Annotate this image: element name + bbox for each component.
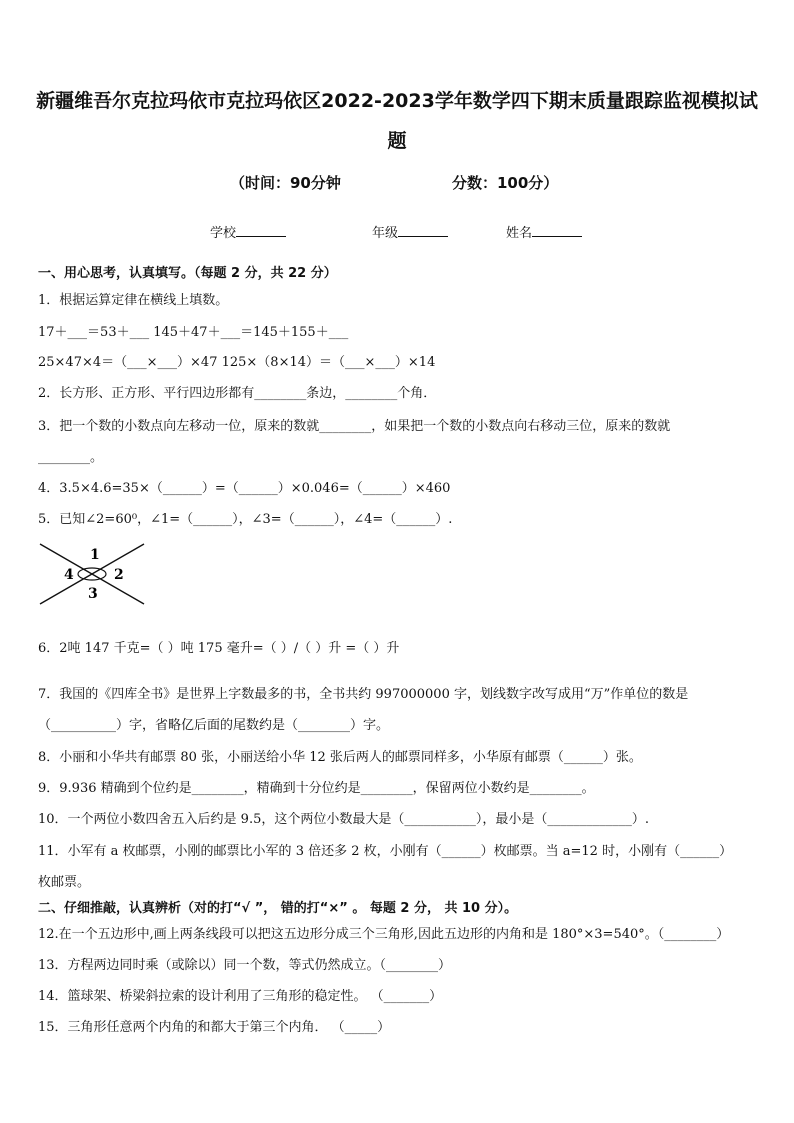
question-2[interactable]: 2．长方形、正方形、平行四边形都有________条边，________个角．	[38, 386, 437, 401]
angle-diagram	[36, 540, 148, 608]
question-13[interactable]: 13．方程两边同时乘（或除以）同一个数，等式仍然成立。（________）	[38, 958, 452, 973]
question-12[interactable]: 12.在一个五边形中,画上两条线段可以把这五边形分成三个三角形,因此五边形的内角和是 180°×3=540°。（________）	[38, 927, 730, 942]
question-9[interactable]: 9．9.936 精确到个位约是________，精确到十分位约是________，保留两位小数约是________。	[38, 781, 595, 796]
student-info-row	[0, 222, 794, 244]
question-3-cont[interactable]: ________。	[38, 450, 104, 465]
name-label: 姓名	[506, 226, 533, 241]
question-3[interactable]: 3．把一个数的小数点向左移动一位，原来的数就________，如果把一个数的小数点向右移动三位，原来的数就	[38, 419, 671, 434]
exam-title-line1: 新疆维吾尔克拉玛依市克拉玛依区2022-2023学年数学四下期末质量跟踪监视模拟试	[36, 90, 758, 112]
name-field[interactable]	[506, 222, 532, 241]
angle-label-3: 3	[88, 586, 98, 602]
score-label: 分数：100分）	[452, 174, 559, 192]
question-8[interactable]: 8．小丽和小华共有邮票 80 张，小丽送给小华 12 张后两人的邮票同样多，小华原有邮票（______）张。	[38, 750, 642, 765]
question-5[interactable]: 5．已知∠2=60⁰，∠1=（______），∠3=（______），∠4=（______）.	[38, 512, 453, 527]
time-score-row	[0, 168, 794, 196]
question-6[interactable]: 6．2吨 147 千克=（ ）吨 175 毫升=（ ）/（ ）升 =（ ）升	[38, 641, 400, 656]
exam-title-line2: 题	[387, 130, 407, 152]
grade-label: 年级	[372, 226, 399, 241]
name-blank[interactable]	[532, 222, 582, 237]
section-2-heading: 二、仔细推敲，认真辨析（对的打“√ ”， 错的打“×” 。 每题 2 分， 共 10 分）。	[38, 901, 518, 916]
school-blank[interactable]	[236, 222, 286, 237]
section-1-heading: 一、用心思考，认真填写。（每题 2 分，共 22 分）	[38, 266, 337, 281]
school-field[interactable]	[210, 222, 236, 241]
question-15[interactable]: 15．三角形任意两个内角的和都大于第三个内角． （_____）	[38, 1020, 391, 1035]
time-label: （时间：90分钟	[230, 174, 341, 192]
school-label: 学校	[210, 226, 237, 241]
grade-blank[interactable]	[398, 222, 448, 237]
question-10[interactable]: 10．一个两位小数四舍五入后约是 9.5，这个两位小数最大是（___________），最小是（_____________）.	[38, 812, 649, 827]
question-11-cont: 枚邮票。	[38, 875, 91, 890]
question-14[interactable]: 14．篮球架、桥梁斜拉索的设计利用了三角形的稳定性。 （_______）	[38, 989, 443, 1004]
question-1-row-2[interactable]: 25×47×4＝（___×___）×47 125×（8×14）＝（___×___）×14	[38, 355, 436, 370]
angle-label-2: 2	[114, 567, 124, 583]
question-4[interactable]: 4．3.5×4.6=35×（______）=（______）×0.046=（______）×460	[38, 481, 451, 496]
question-11[interactable]: 11．小军有 a 枚邮票，小刚的邮票比小军的 3 倍还多 2 枚，小刚有（______）枚邮票。当 a=12 时，小刚有（______）	[38, 844, 733, 859]
angle-label-4: 4	[64, 567, 74, 583]
angle-label-1: 1	[90, 547, 100, 563]
grade-field[interactable]	[372, 222, 398, 241]
question-1: 1．根据运算定律在横线上填数。	[38, 293, 229, 308]
question-7: 7．我国的《四库全书》是世界上字数最多的书，全书共约 997000000 字，划线数字改写成用“万”作单位的数是	[38, 687, 689, 702]
question-7-cont[interactable]: （__________）字，省略亿后面的尾数约是（________）字。	[38, 718, 390, 733]
question-1-row-1[interactable]: 17＋___＝53＋___ 145＋47＋___＝145＋155＋___	[38, 325, 349, 340]
